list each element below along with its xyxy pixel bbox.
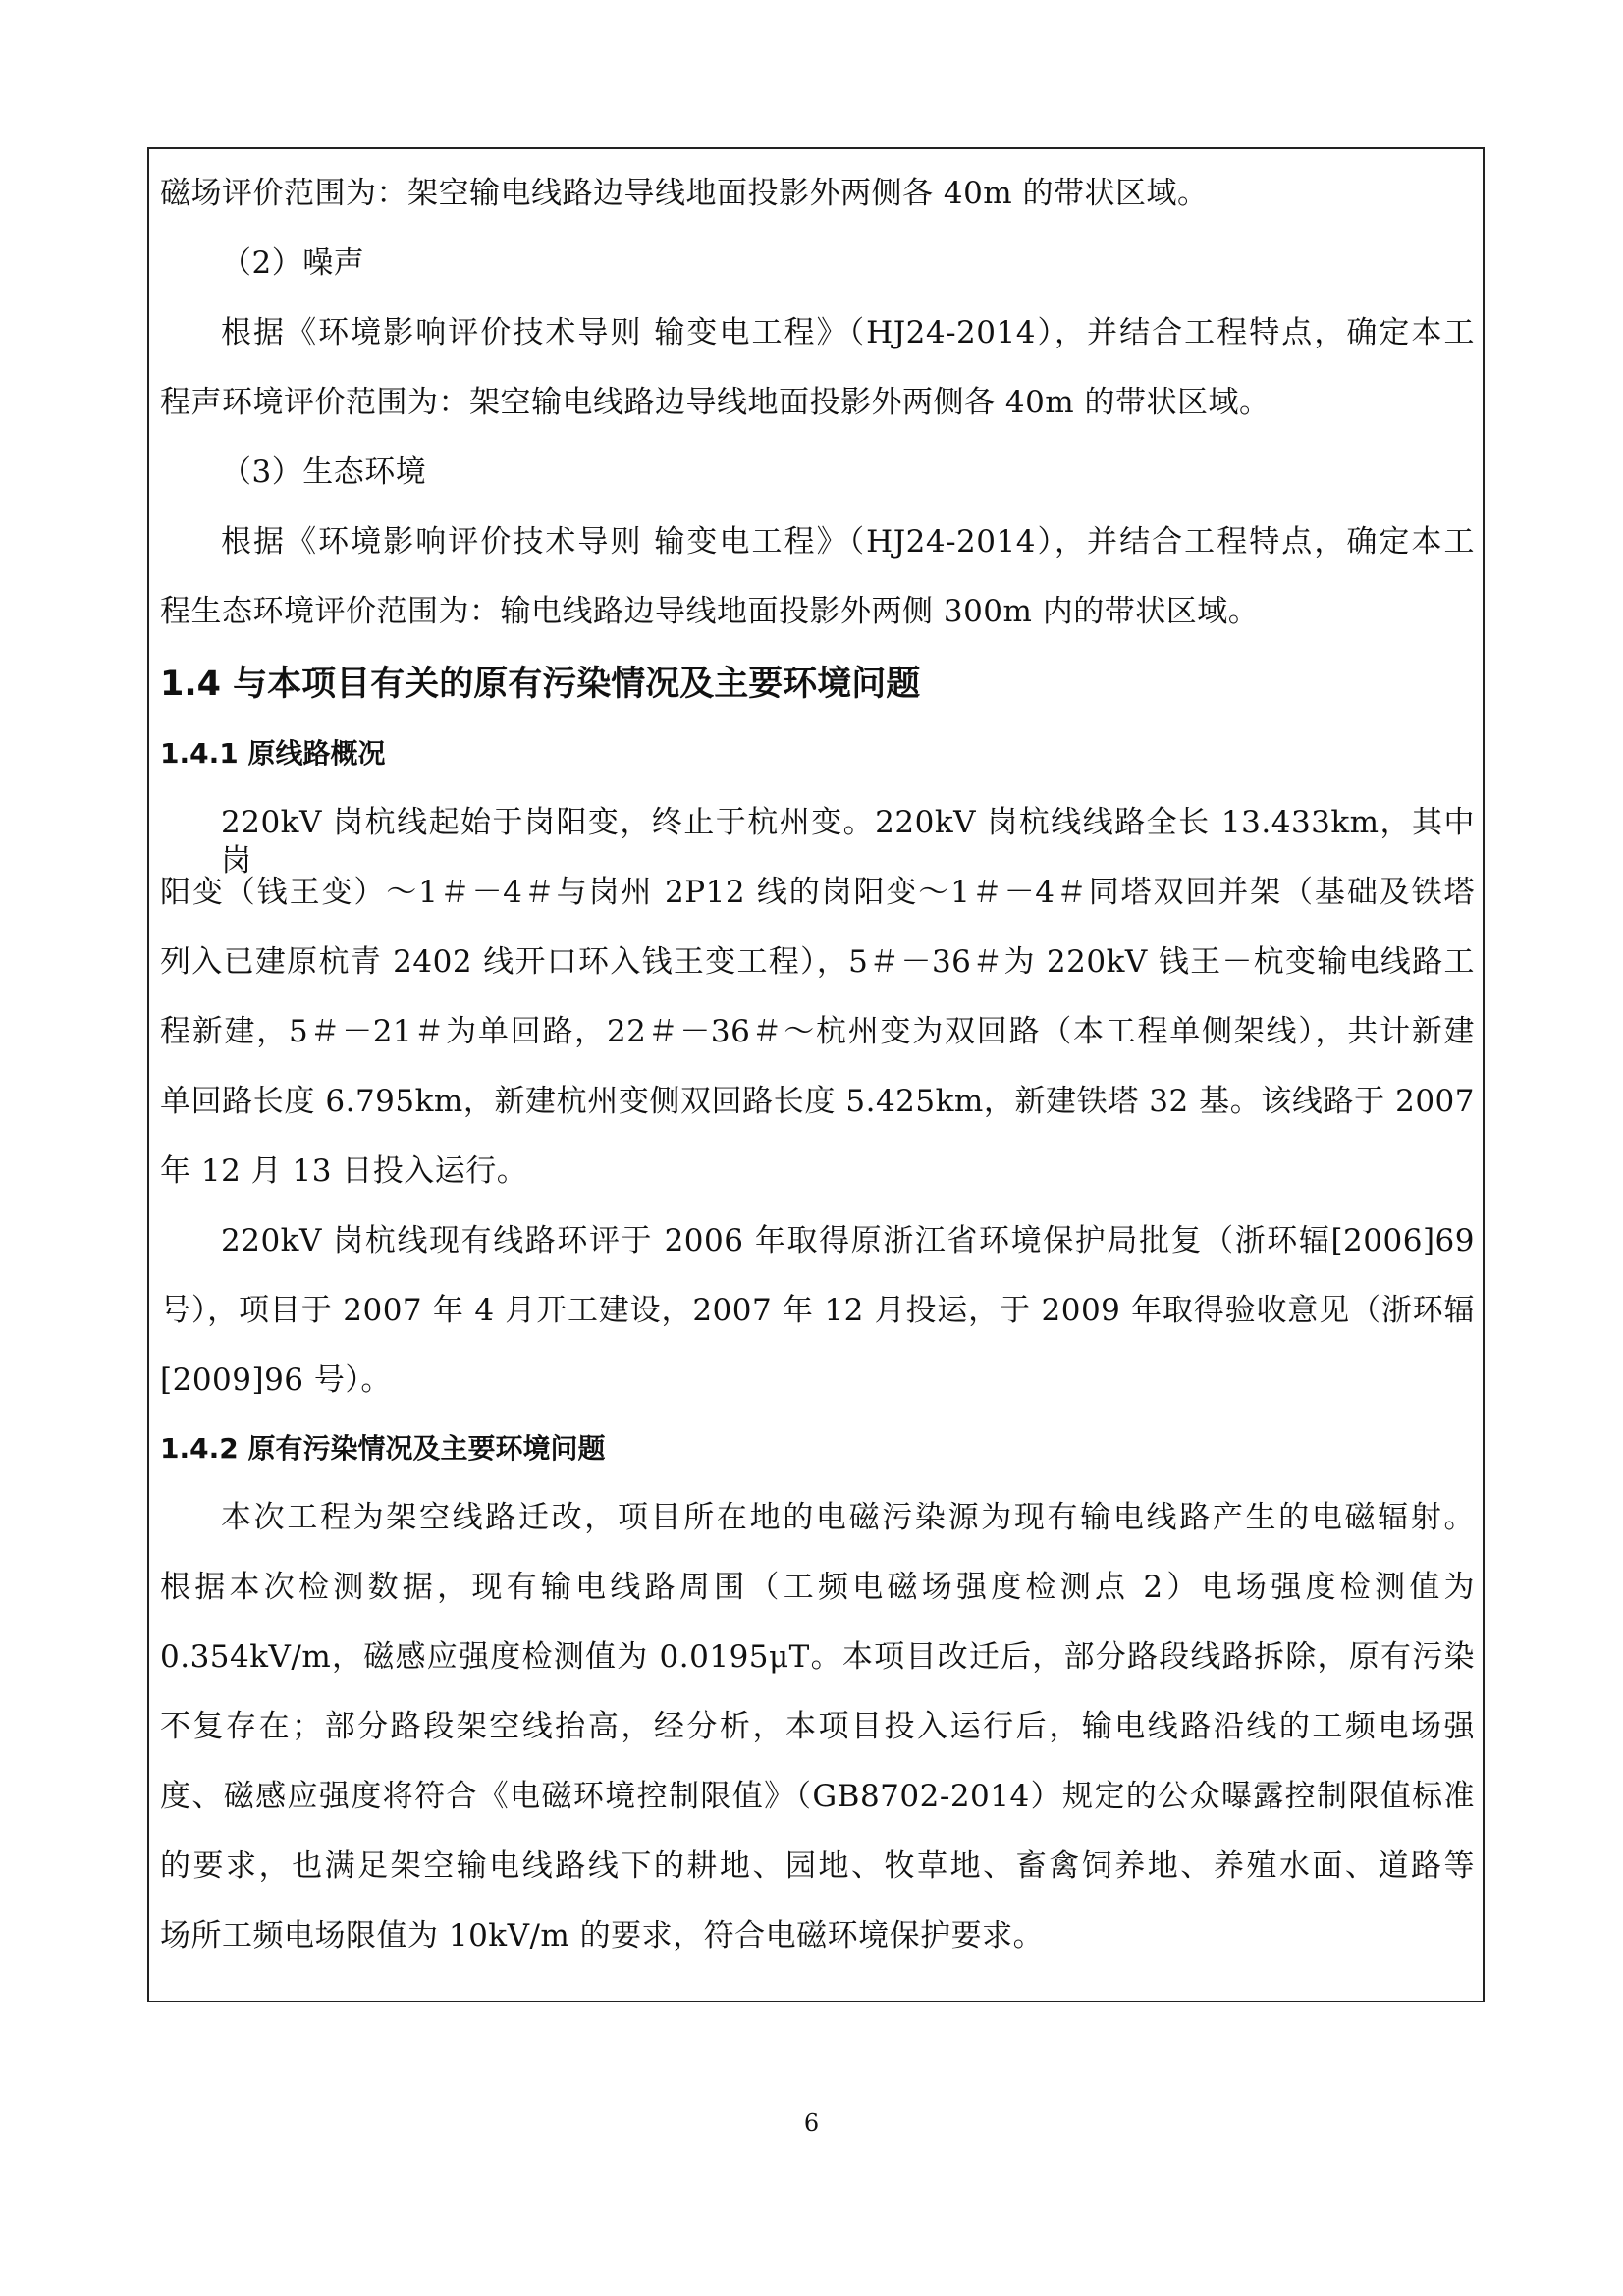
text-line: 度、磁感应强度将符合《电磁环境控制限值》（GB8702-2014）规定的公众曝露控制限值标准 <box>160 1779 1475 1814</box>
text-line: 阳变（钱王变）～1＃－4＃与岗州 2P12 线的岗阳变～1＃－4＃同塔双回并架（基础及铁塔 <box>160 875 1475 910</box>
text-line: 0.354kV/m，磁感应强度检测值为 0.0195μT。本项目改迁后，部分路段线路拆除，原有污染 <box>160 1639 1475 1675</box>
text-line: [2009]96 号）。 <box>160 1362 392 1398</box>
content-body <box>160 175 1475 1987</box>
text-line: 不复存在；部分路段架空线抬高，经分析，本项目投入运行后，输电线路沿线的工频电场强 <box>160 1709 1475 1744</box>
text-line: 220kV 岗杭线现有线路环评于 2006 年取得原浙江省环境保护局批复（浙环辐[2006]69 <box>221 1223 1475 1258</box>
text-line: 场所工频电场限值为 10kV/m 的要求，符合电磁环境保护要求。 <box>160 1918 1045 1953</box>
section-heading-1-4-1: 1.4.1 原线路概况 <box>160 737 386 770</box>
text-line: 单回路长度 6.795km，新建杭州变侧双回路长度 5.425km，新建铁塔 32 基。该线路于 2007 <box>160 1084 1475 1119</box>
text-line: 根据本次检测数据，现有输电线路周围（工频电磁场强度检测点 2）电场强度检测值为 <box>160 1570 1475 1605</box>
text-line: 程声环境评价范围为：架空输电线路边导线地面投影外两侧各 40m 的带状区域。 <box>160 385 1271 420</box>
text-line: 程生态环境评价范围为：输电线路边导线地面投影外两侧 300m 内的带状区域。 <box>160 594 1260 629</box>
text-line: 本次工程为架空线路迁改，项目所在地的电磁污染源为现有输电线路产生的电磁辐射。 <box>221 1500 1475 1535</box>
text-line: 列入已建原杭青 2402 线开口环入钱王变工程），5＃－36＃为 220kV 钱王－杭变输电线路工 <box>160 944 1475 980</box>
section-heading-1-4-2: 1.4.2 原有污染情况及主要环境问题 <box>160 1432 606 1465</box>
text-line: 号），项目于 2007 年 4 月开工建设，2007 年 12 月投运，于 2009 年取得验收意见（浙环辐 <box>160 1293 1475 1328</box>
content-frame <box>147 147 1485 2002</box>
subheading-noise: （2）噪声 <box>221 245 365 281</box>
text-line: 根据《环境影响评价技术导则 输变电工程》（HJ24-2014），并结合工程特点，确定本工 <box>221 315 1475 350</box>
text-line: 程新建，5＃－21＃为单回路，22＃－36＃～杭州变为双回路（本工程单侧架线），共计新建 <box>160 1014 1475 1049</box>
text-line: 220kV 岗杭线起始于岗阳变，终止于杭州变。220kV 岗杭线线路全长 13.433km，其中岗 <box>221 805 1475 879</box>
text-line: 年 12 月 13 日投入运行。 <box>160 1153 528 1189</box>
text-line: 根据《环境影响评价技术导则 输变电工程》（HJ24-2014），并结合工程特点，确定本工 <box>221 524 1475 560</box>
text-line: 的要求，也满足架空输电线路线下的耕地、园地、牧草地、畜禽饲养地、养殖水面、道路等 <box>160 1848 1475 1884</box>
subheading-ecology: （3）生态环境 <box>221 454 427 490</box>
text-line: 磁场评价范围为：架空输电线路边导线地面投影外两侧各 40m 的带状区域。 <box>160 176 1209 211</box>
section-heading-1-4: 1.4 与本项目有关的原有污染情况及主要环境问题 <box>160 665 921 704</box>
page-number: 6 <box>803 2109 820 2137</box>
